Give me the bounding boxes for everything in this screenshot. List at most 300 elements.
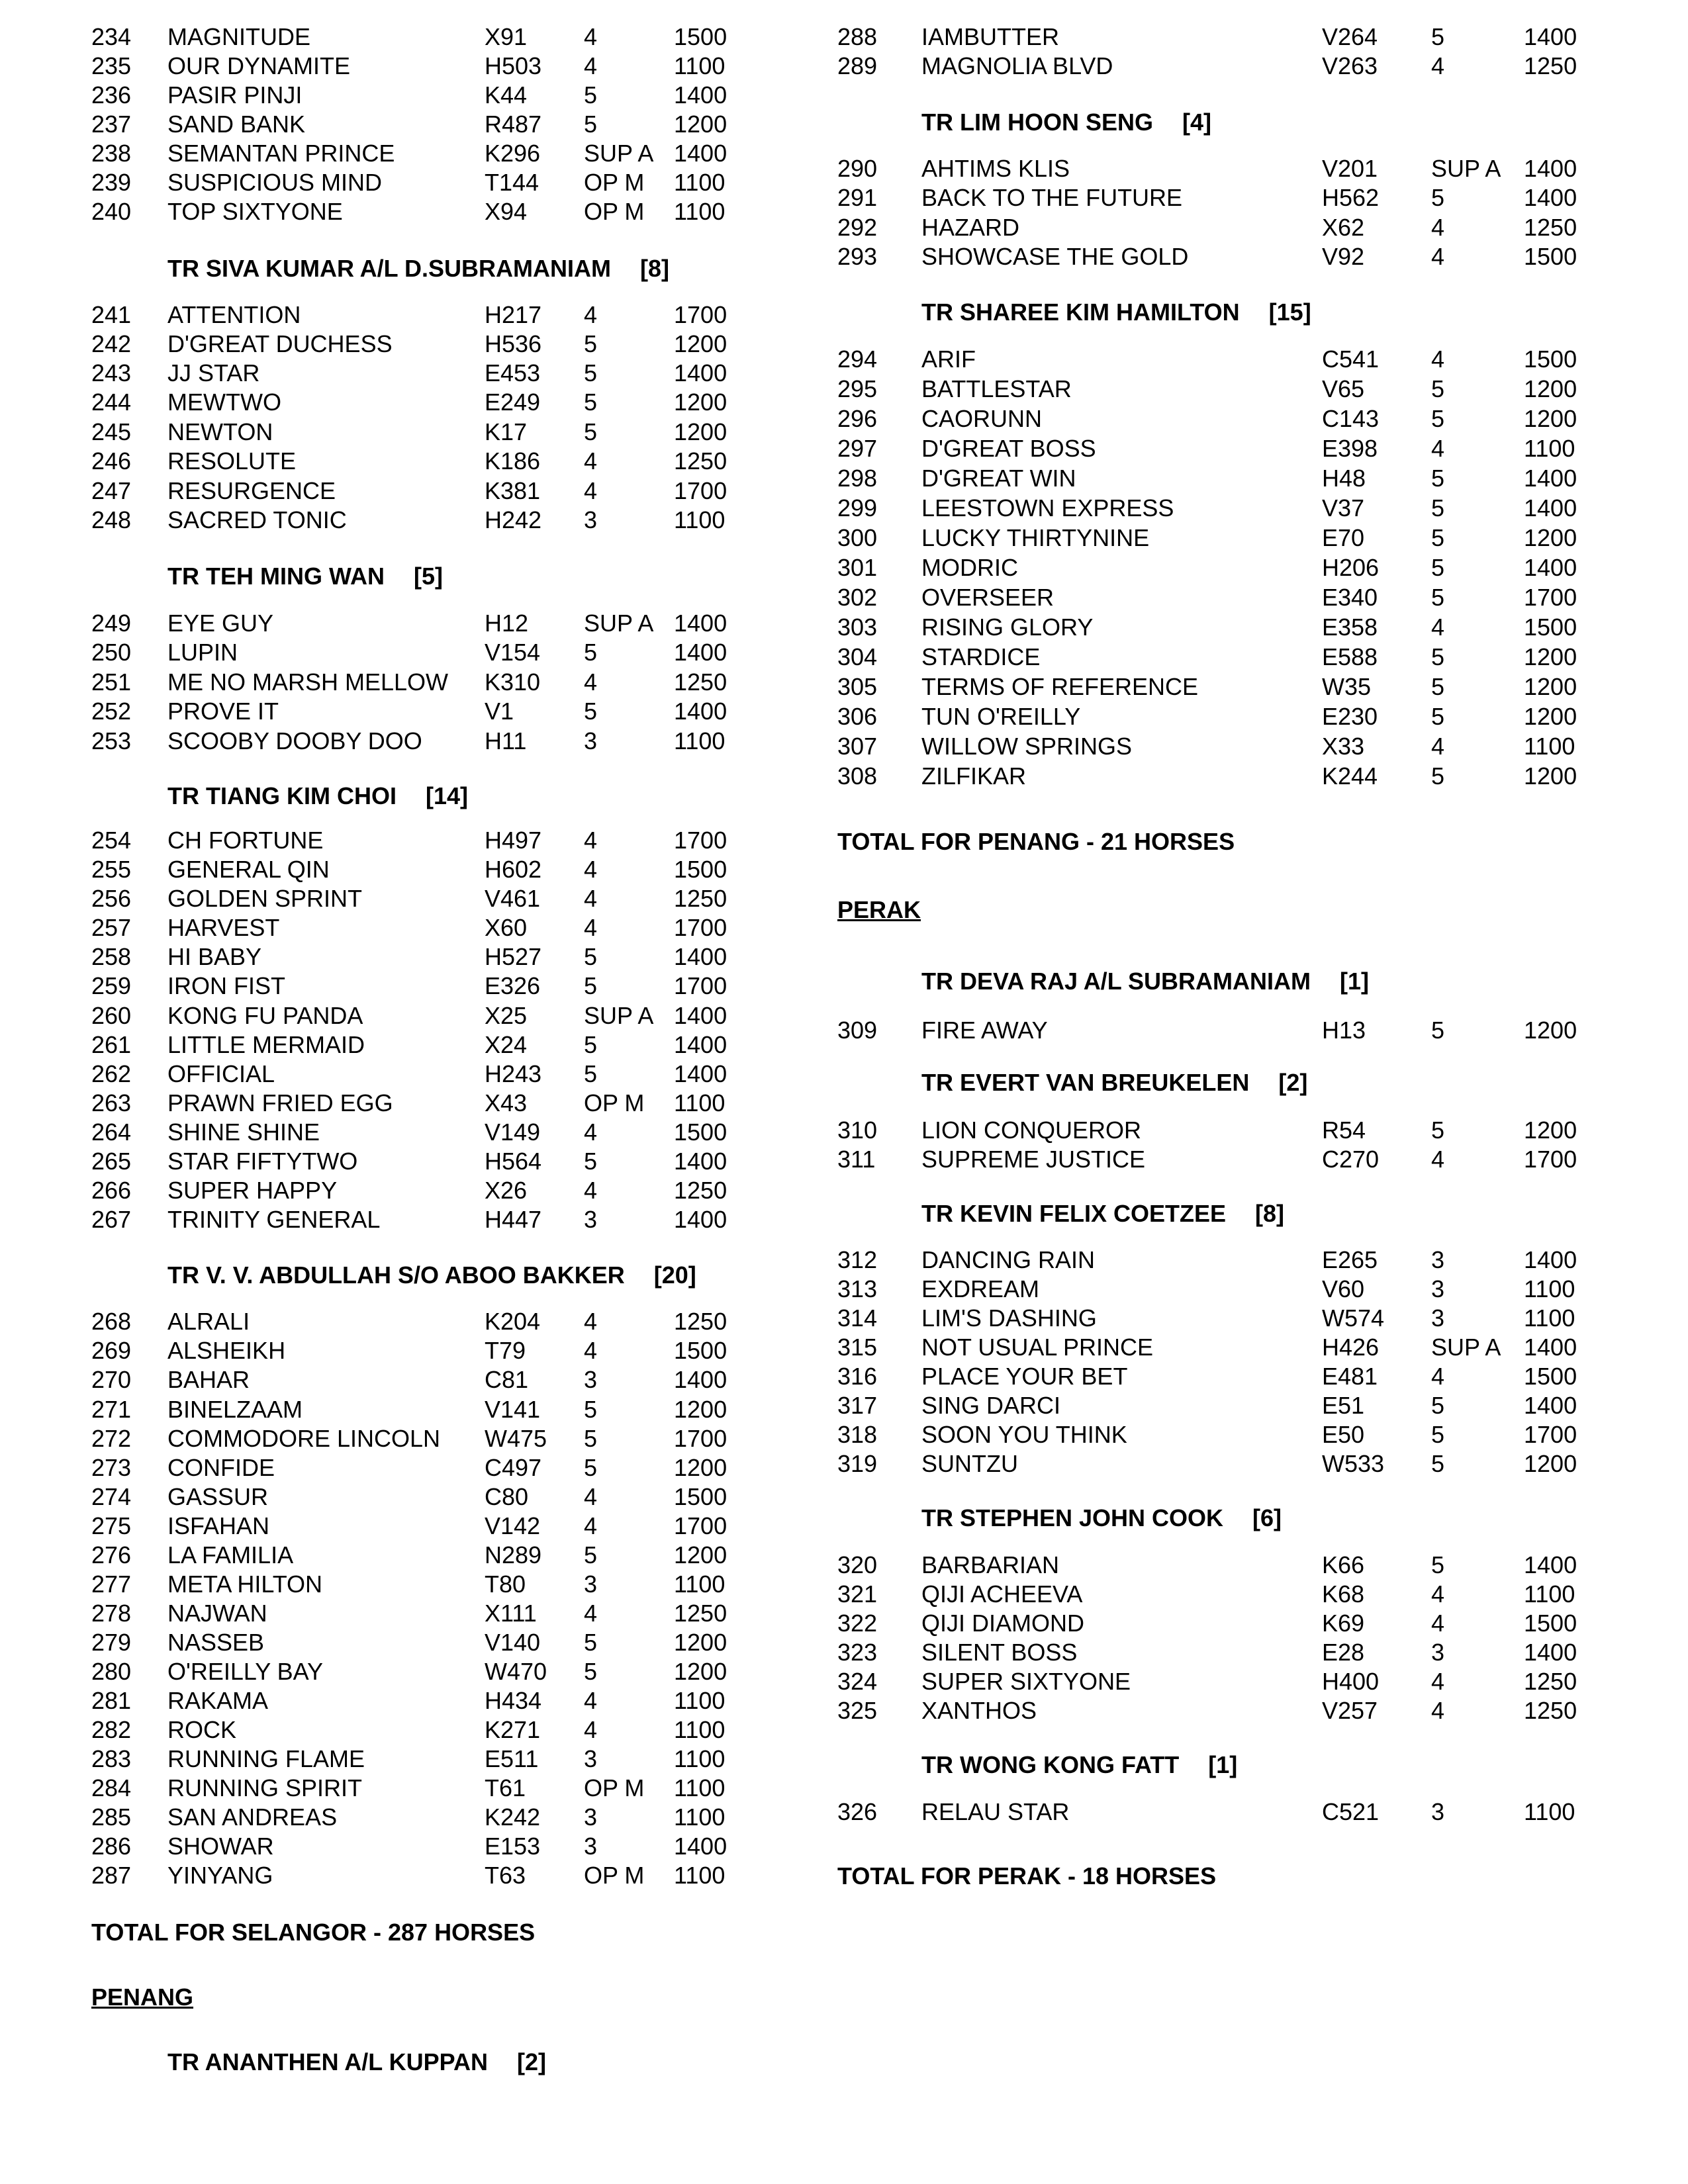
horse-grade: 5 (1431, 1421, 1445, 1448)
race-distance: 1400 (1524, 23, 1577, 50)
horse-code: W475 (485, 1425, 547, 1452)
horse-code: C143 (1322, 405, 1380, 432)
horse-name: SACRED TONIC (167, 506, 347, 533)
race-distance: 1400 (674, 1366, 727, 1393)
entry-number: 272 (91, 1425, 132, 1452)
race-distance: 1200 (1524, 673, 1577, 700)
horse-code: H564 (485, 1148, 542, 1175)
entry-number: 285 (91, 1803, 132, 1831)
horse-name: TERMS OF REFERENCE (921, 673, 1199, 700)
trainer-horse-count: [1] (1208, 1751, 1238, 1778)
horse-name: SOON YOU THINK (921, 1421, 1127, 1448)
horse-name: ALRALI (167, 1308, 250, 1335)
horse-code: X43 (485, 1089, 528, 1116)
race-distance: 1700 (674, 827, 727, 854)
horse-code: V263 (1322, 52, 1378, 79)
horse-code: X33 (1322, 733, 1365, 760)
horse-name: MEWTWO (167, 388, 281, 416)
horse-name: GENERAL QIN (167, 856, 330, 883)
horse-code: K186 (485, 447, 541, 475)
horse-name: LUPIN (167, 639, 238, 666)
horse-name: NASSEB (167, 1629, 265, 1656)
horse-grade: SUP A (1431, 1334, 1501, 1361)
trainer-name: TR TEH MING WAN (167, 563, 385, 590)
horse-name: JJ STAR (167, 359, 260, 387)
horse-name: PRAWN FRIED EGG (167, 1089, 393, 1116)
horse-name: RAKAMA (167, 1687, 269, 1714)
race-distance: 1500 (674, 23, 727, 50)
horse-grade: 4 (1431, 1363, 1445, 1390)
horse-grade: 5 (584, 111, 598, 138)
horse-code: X26 (485, 1177, 528, 1204)
horse-code: E230 (1322, 703, 1378, 730)
race-distance: 1100 (674, 1716, 726, 1743)
horse-name: ATTENTION (167, 301, 301, 328)
horse-grade: 3 (584, 506, 598, 533)
horse-code: R54 (1322, 1116, 1366, 1144)
horse-grade: 5 (584, 1060, 598, 1087)
trainer-name: TR SHAREE KIM HAMILTON (921, 298, 1240, 326)
entry-number: 277 (91, 1570, 132, 1598)
entry-number: 271 (91, 1396, 132, 1423)
entry-number: 294 (837, 345, 878, 373)
trainer-heading (167, 782, 468, 811)
horse-grade: 4 (1431, 614, 1445, 641)
race-distance: 1250 (674, 885, 727, 912)
entry-number: 255 (91, 856, 132, 883)
entry-number: 269 (91, 1337, 132, 1364)
horse-grade: 5 (1431, 184, 1445, 211)
region-total: TOTAL FOR PENANG - 21 HORSES (837, 828, 1235, 855)
horse-code: E153 (485, 1833, 541, 1860)
race-distance: 1250 (1524, 214, 1577, 241)
horse-name: OVERSEER (921, 584, 1055, 611)
trainer-name: TR LIM HOON SENG (921, 109, 1153, 136)
entry-number: 296 (837, 405, 878, 432)
entry-number: 253 (91, 727, 132, 754)
entry-number: 323 (837, 1639, 878, 1666)
race-distance: 1700 (1524, 1421, 1577, 1448)
horse-code: W470 (485, 1658, 547, 1685)
horse-grade: 4 (584, 477, 598, 504)
horse-name: ZILFIKAR (921, 762, 1027, 790)
horse-grade: 4 (1431, 345, 1445, 373)
horse-grade: 4 (584, 1483, 598, 1510)
race-distance: 1400 (1524, 1334, 1577, 1361)
entry-number: 320 (837, 1551, 878, 1578)
trainer-name: TR ANANTHEN A/L KUPPAN (167, 2048, 488, 2075)
horse-name: META HILTON (167, 1570, 323, 1598)
horse-name: SHOWCASE THE GOLD (921, 243, 1189, 270)
entry-number: 254 (91, 827, 132, 854)
horse-name: SEMANTAN PRINCE (167, 140, 395, 167)
horse-code: H12 (485, 610, 529, 637)
horse-code: H527 (485, 943, 542, 970)
race-distance: 1100 (674, 169, 726, 196)
horse-name: TUN O'REILLY (921, 703, 1081, 730)
horse-name: ROCK (167, 1716, 237, 1743)
race-distance: 1200 (674, 111, 727, 138)
race-distance: 1250 (1524, 52, 1577, 79)
entry-number: 317 (837, 1392, 878, 1419)
entry-number: 295 (837, 375, 878, 402)
horse-code: X111 (485, 1600, 537, 1627)
horse-name: DANCING RAIN (921, 1246, 1096, 1273)
horse-grade: 3 (584, 1833, 598, 1860)
entry-number: 247 (91, 477, 132, 504)
entry-number: 322 (837, 1610, 878, 1637)
horse-name: SAND BANK (167, 111, 306, 138)
horse-grade: 5 (1431, 643, 1445, 670)
horse-grade: 5 (584, 1454, 598, 1481)
entry-number: 275 (91, 1512, 132, 1539)
horse-grade: 4 (584, 1687, 598, 1714)
race-distance: 1400 (1524, 465, 1577, 492)
entry-number: 324 (837, 1668, 878, 1695)
horse-name: LUCKY THIRTYNINE (921, 524, 1150, 551)
horse-grade: SUP A (584, 1002, 654, 1029)
race-distance: 1200 (1524, 703, 1577, 730)
horse-code: K381 (485, 477, 541, 504)
race-distance: 1200 (674, 1658, 727, 1685)
horse-grade: 5 (584, 1541, 598, 1569)
horse-code: T144 (485, 169, 539, 196)
horse-name: RUNNING FLAME (167, 1745, 365, 1772)
entry-number: 279 (91, 1629, 132, 1656)
entry-number: 273 (91, 1454, 132, 1481)
race-distance: 1400 (674, 1833, 727, 1860)
entry-number: 234 (91, 23, 132, 50)
race-distance: 1400 (1524, 1392, 1577, 1419)
horse-grade: 5 (584, 943, 598, 970)
trainer-heading (921, 1504, 1282, 1533)
horse-code: R487 (485, 111, 542, 138)
horse-grade: 4 (584, 1337, 598, 1364)
horse-name: LION CONQUEROR (921, 1116, 1142, 1144)
trainer-name: TR DEVA RAJ A/L SUBRAMANIAM (921, 968, 1311, 995)
region-total: TOTAL FOR PERAK - 18 HORSES (837, 1862, 1217, 1889)
horse-name: LEESTOWN EXPRESS (921, 494, 1174, 522)
horse-code: T80 (485, 1570, 526, 1598)
race-distance: 1400 (1524, 155, 1577, 182)
horse-grade: 3 (1431, 1275, 1445, 1302)
horse-code: T61 (485, 1774, 526, 1801)
horse-grade: 4 (1431, 435, 1445, 462)
entry-number: 286 (91, 1833, 132, 1860)
race-distance: 1400 (674, 610, 727, 637)
horse-name: BARBARIAN (921, 1551, 1060, 1578)
horse-name: D'GREAT DUCHESS (167, 330, 393, 357)
horse-name: D'GREAT BOSS (921, 435, 1096, 462)
horse-code: W574 (1322, 1304, 1385, 1332)
horse-name: SUNTZU (921, 1450, 1018, 1477)
horse-grade: 5 (584, 1629, 598, 1656)
horse-name: MAGNOLIA BLVD (921, 52, 1113, 79)
trainer-name: TR EVERT VAN BREUKELEN (921, 1069, 1250, 1096)
race-distance: 1700 (674, 972, 727, 999)
entry-number: 246 (91, 447, 132, 475)
entry-number: 290 (837, 155, 878, 182)
horse-code: K44 (485, 81, 528, 109)
race-distance: 1200 (1524, 524, 1577, 551)
horse-grade: 5 (584, 639, 598, 666)
trainer-heading (167, 254, 669, 283)
horse-code: H434 (485, 1687, 542, 1714)
entry-number: 321 (837, 1580, 878, 1608)
race-distance: 1500 (674, 1483, 727, 1510)
race-distance: 1400 (674, 81, 727, 109)
horse-code: X24 (485, 1031, 528, 1058)
entry-number: 276 (91, 1541, 132, 1569)
horse-grade: OP M (584, 169, 645, 196)
horse-grade: 4 (584, 1716, 598, 1743)
horse-code: K204 (485, 1308, 541, 1335)
horse-code: H447 (485, 1206, 542, 1233)
horse-grade: SUP A (584, 140, 654, 167)
race-distance: 1100 (1524, 1275, 1575, 1302)
race-distance: 1700 (674, 1425, 727, 1452)
horse-code: K310 (485, 668, 541, 696)
horse-name: HAZARD (921, 214, 1020, 241)
trainer-horse-count: [2] (517, 2048, 546, 2075)
horse-code: C541 (1322, 345, 1380, 373)
race-distance: 1400 (674, 639, 727, 666)
entry-number: 326 (837, 1798, 878, 1825)
horse-grade: 4 (584, 1308, 598, 1335)
horse-grade: 5 (1431, 584, 1445, 611)
entry-number: 236 (91, 81, 132, 109)
horse-name: CONFIDE (167, 1454, 275, 1481)
horse-name: LIM'S DASHING (921, 1304, 1097, 1332)
horse-grade: 4 (584, 1512, 598, 1539)
horse-grade: 4 (1431, 1668, 1445, 1695)
entry-number: 291 (837, 184, 878, 211)
entry-number: 319 (837, 1450, 878, 1477)
horse-grade: 3 (584, 1206, 598, 1233)
race-distance: 1100 (674, 1089, 726, 1116)
race-distance: 1200 (1524, 643, 1577, 670)
race-distance: 1500 (1524, 345, 1577, 373)
horse-code: X91 (485, 23, 528, 50)
horse-name: SAN ANDREAS (167, 1803, 338, 1831)
race-distance: 1400 (674, 1002, 727, 1029)
horse-grade: 5 (584, 1396, 598, 1423)
horse-code: K271 (485, 1716, 541, 1743)
horse-name: D'GREAT WIN (921, 465, 1076, 492)
horse-code: E511 (485, 1745, 539, 1772)
horse-code: T63 (485, 1862, 526, 1889)
race-distance: 1100 (674, 727, 726, 754)
entry-number: 263 (91, 1089, 132, 1116)
entry-number: 252 (91, 698, 132, 725)
race-distance: 1100 (674, 1862, 726, 1889)
race-distance: 1700 (674, 301, 727, 328)
horse-grade: 5 (1431, 762, 1445, 790)
race-distance: 1400 (1524, 1551, 1577, 1578)
race-distance: 1500 (1524, 243, 1577, 270)
race-distance: 1700 (674, 477, 727, 504)
horse-name: SUPREME JUSTICE (921, 1146, 1146, 1173)
entry-number: 289 (837, 52, 878, 79)
trainer-heading (921, 1199, 1284, 1228)
entry-number: 284 (91, 1774, 132, 1801)
entry-number: 280 (91, 1658, 132, 1685)
horse-grade: 5 (1431, 1116, 1445, 1144)
trainer-horse-count: [15] (1268, 298, 1311, 326)
race-distance: 1250 (674, 1177, 727, 1204)
entry-number: 243 (91, 359, 132, 387)
race-distance: 1400 (674, 1060, 727, 1087)
entry-number: 251 (91, 668, 132, 696)
horse-name: COMMODORE LINCOLN (167, 1425, 441, 1452)
race-distance: 1100 (674, 1803, 726, 1831)
race-distance: 1500 (1524, 1363, 1577, 1390)
horse-code: K296 (485, 140, 541, 167)
horse-grade: 5 (1431, 23, 1445, 50)
horse-name: BACK TO THE FUTURE (921, 184, 1183, 211)
horse-name: AHTIMS KLIS (921, 155, 1070, 182)
entry-number: 304 (837, 643, 878, 670)
entry-number: 301 (837, 554, 878, 581)
horse-code: N289 (485, 1541, 542, 1569)
horse-code: V257 (1322, 1697, 1378, 1724)
race-distance: 1200 (674, 418, 727, 445)
horse-name: CH FORTUNE (167, 827, 324, 854)
entry-number: 287 (91, 1862, 132, 1889)
entry-number: 259 (91, 972, 132, 999)
horse-grade: 5 (1431, 375, 1445, 402)
race-distance: 1400 (1524, 1246, 1577, 1273)
race-distance: 1250 (1524, 1697, 1577, 1724)
horse-grade: SUP A (584, 610, 654, 637)
entry-number: 265 (91, 1148, 132, 1175)
horse-grade: 5 (1431, 1450, 1445, 1477)
trainer-name: TR TIANG KIM CHOI (167, 782, 397, 809)
horse-grade: 4 (584, 23, 598, 50)
entry-number: 311 (837, 1146, 876, 1173)
race-distance: 1200 (674, 388, 727, 416)
horse-code: C521 (1322, 1798, 1380, 1825)
horse-grade: OP M (584, 198, 645, 225)
horse-name: SHINE SHINE (167, 1118, 320, 1146)
race-distance: 1200 (674, 1629, 727, 1656)
horse-grade: 4 (1431, 52, 1445, 79)
entry-number: 278 (91, 1600, 132, 1627)
horse-code: H48 (1322, 465, 1366, 492)
trainer-heading (921, 108, 1211, 137)
race-distance: 1100 (674, 1570, 726, 1598)
race-distance: 1200 (1524, 1017, 1577, 1044)
horse-code: W533 (1322, 1450, 1385, 1477)
entry-number: 257 (91, 914, 132, 941)
horse-code: X62 (1322, 214, 1365, 241)
horse-name: IAMBUTTER (921, 23, 1060, 50)
horse-code: E453 (485, 359, 541, 387)
horse-name: SCOOBY DOOBY DOO (167, 727, 422, 754)
horse-name: PLACE YOUR BET (921, 1363, 1128, 1390)
horse-name: STAR FIFTYTWO (167, 1148, 358, 1175)
horse-grade: 5 (1431, 1392, 1445, 1419)
horse-grade: 3 (1431, 1246, 1445, 1273)
horse-code: E326 (485, 972, 541, 999)
trainer-horse-count: [20] (653, 1261, 696, 1289)
entry-number: 281 (91, 1687, 132, 1714)
horse-grade: 5 (1431, 465, 1445, 492)
entry-number: 312 (837, 1246, 878, 1273)
entry-number: 256 (91, 885, 132, 912)
horse-name: O'REILLY BAY (167, 1658, 323, 1685)
entry-number: 239 (91, 169, 132, 196)
region-heading: PERAK (837, 896, 921, 923)
entry-number: 282 (91, 1716, 132, 1743)
horse-code: H206 (1322, 554, 1380, 581)
horse-name: BATTLESTAR (921, 375, 1072, 402)
horse-code: H562 (1322, 184, 1380, 211)
race-distance: 1500 (1524, 1610, 1577, 1637)
horse-name: RESURGENCE (167, 477, 336, 504)
horse-grade: 4 (584, 1600, 598, 1627)
horse-name: BAHAR (167, 1366, 250, 1393)
horse-grade: 4 (1431, 214, 1445, 241)
horse-grade: 3 (584, 1745, 598, 1772)
horse-grade: 4 (1431, 1610, 1445, 1637)
race-distance: 1100 (1524, 1580, 1575, 1608)
trainer-horse-count: [5] (413, 563, 443, 590)
entry-number: 266 (91, 1177, 132, 1204)
horse-name: MODRIC (921, 554, 1018, 581)
horse-name: WILLOW SPRINGS (921, 733, 1133, 760)
horse-code: E249 (485, 388, 541, 416)
entry-number: 274 (91, 1483, 132, 1510)
horse-name: NEWTON (167, 418, 273, 445)
entry-number: 309 (837, 1017, 878, 1044)
horse-code: V140 (485, 1629, 541, 1656)
race-distance: 1100 (674, 52, 726, 79)
horse-code: C81 (485, 1366, 529, 1393)
horse-name: GASSUR (167, 1483, 269, 1510)
horse-code: K17 (485, 418, 528, 445)
horse-name: PASIR PINJI (167, 81, 303, 109)
entry-number: 292 (837, 214, 878, 241)
race-distance: 1200 (674, 1541, 727, 1569)
horse-name: ARIF (921, 345, 976, 373)
entry-number: 305 (837, 673, 878, 700)
trainer-heading (921, 1068, 1307, 1097)
entry-number: 283 (91, 1745, 132, 1772)
race-distance: 1500 (674, 1337, 727, 1364)
horse-code: V37 (1322, 494, 1365, 522)
horse-code: V154 (485, 639, 541, 666)
entry-number: 248 (91, 506, 132, 533)
horse-code: E50 (1322, 1421, 1365, 1448)
horse-name: YINYANG (167, 1862, 273, 1889)
race-distance: 1200 (674, 1396, 727, 1423)
horse-code: C497 (485, 1454, 542, 1481)
horse-grade: 5 (584, 972, 598, 999)
horse-grade: 4 (584, 885, 598, 912)
horse-grade: 4 (1431, 1580, 1445, 1608)
entry-number: 245 (91, 418, 132, 445)
horse-name: BINELZAAM (167, 1396, 303, 1423)
horse-name: LITTLE MERMAID (167, 1031, 365, 1058)
entry-number: 299 (837, 494, 878, 522)
race-distance: 1100 (674, 506, 726, 533)
horse-code: V65 (1322, 375, 1365, 402)
trainer-name: TR SIVA KUMAR A/L D.SUBRAMANIAM (167, 255, 611, 282)
trainer-horse-count: [1] (1340, 968, 1370, 995)
race-distance: 1700 (1524, 1146, 1577, 1173)
horse-grade: 5 (1431, 673, 1445, 700)
